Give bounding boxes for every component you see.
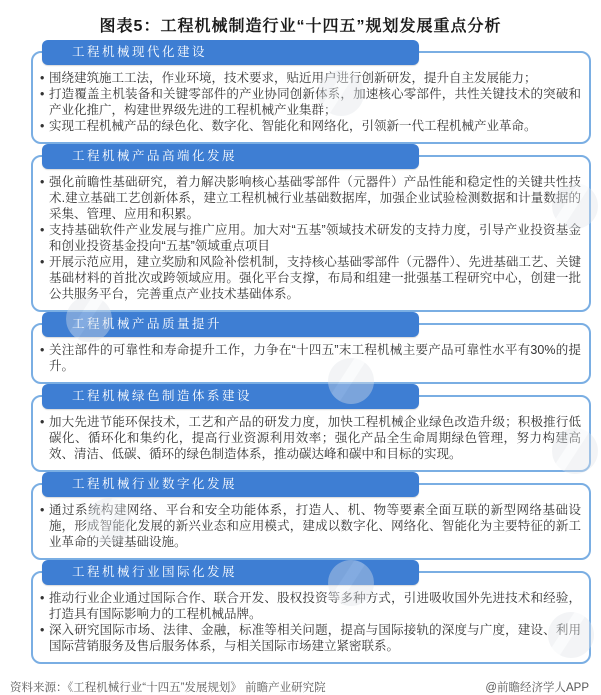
bullet-item: [40, 414, 581, 462]
bullet-item: [40, 70, 581, 86]
bullet-text: 支持基础软件产业发展与推广应用。加大对“五基”领域技术研发的支持力度，引导产业投资基金和创业投资基金投向“五基”领域重点项目: [49, 223, 581, 253]
bullet-marker: •: [40, 175, 45, 189]
section-quality-improvement: [31, 317, 591, 384]
bullet-text: 强化前瞻性基础研究，着力解决影响核心基础零部件（元器件）产品性能和稳定性的关键共性技术.建立基础工艺创新体系，建立工程机械行业基础数据库，加强企业试验检测数据和计量数据的采集、管理、应用和积累。: [49, 175, 581, 221]
section-header-label: 工程机械行业数字化发展: [72, 477, 238, 491]
bullet-item: [40, 622, 581, 654]
bullet-item: [40, 254, 581, 302]
section-header-label: 工程机械产品质量提升: [72, 317, 223, 331]
section-header-label: 工程机械行业国际化发展: [72, 565, 238, 579]
footer: [0, 675, 601, 695]
bullet-item: [40, 222, 581, 254]
sections-container: [0, 45, 601, 664]
footer-source: 资料来源：《工程机械行业“十四五”发展规划》 前瞻产业研究院: [10, 682, 326, 694]
section-header-tab: [42, 384, 419, 409]
section-header-tab: [42, 472, 419, 497]
section-header-tab: [42, 312, 419, 337]
bullet-item: [40, 118, 581, 134]
section-header-label: 工程机械绿色制造体系建设: [72, 389, 253, 403]
section-digitalization: [31, 477, 591, 560]
bullet-marker: •: [40, 343, 45, 357]
section-internationalization: [31, 565, 591, 664]
bullet-marker: •: [40, 119, 45, 133]
section-modernization: [31, 45, 591, 144]
bullet-list: [33, 157, 589, 310]
bullet-marker: •: [40, 591, 45, 605]
bullet-item: [40, 174, 581, 222]
bullet-text: 开展示范应用，建立奖励和风险补偿机制，支持核心基础零部件（元器件）、先进基础工艺、关键基础材料的首批次或跨领域应用。强化平台支撑，布局和组建一批强基工程研究中心，创建一批公共服务平台，完善重点产业技术基础体系。: [49, 255, 581, 301]
bullet-marker: •: [40, 255, 45, 269]
bullet-marker: •: [40, 87, 45, 101]
bullet-text: 推动行业企业通过国际合作、联合开发、股权投资等多种方式，引进吸收国外先进技术和经验，打造具有国际影响力的工程机械品牌。: [49, 591, 581, 621]
bullet-item: [40, 342, 581, 374]
bullet-text: 实现工程机械产品的绿色化、数字化、智能化和网络化，引领新一代工程机械产业革命。: [49, 119, 537, 133]
section-header-tab: [42, 40, 419, 65]
bullet-marker: •: [40, 71, 45, 85]
section-header-tab: [42, 560, 419, 585]
bullet-text: 深入研究国际市场、法律、金融，标准等相关问题，提高与国际接轨的深度与广度，建设、利用国际营销服务及售后服务体系，与相关国际市场建立紧密联系。: [49, 623, 581, 653]
bullet-text: 围绕建筑施工工法，作业环境，技术要求，贴近用户进行创新研发，提升自主发展能力；: [49, 71, 537, 85]
bullet-list: [33, 53, 589, 142]
bullet-text: 关注部件的可靠性和寿命提升工作，力争在“十四五”末工程机械主要产品可靠性水平有30%的提升。: [49, 343, 581, 373]
bullet-marker: •: [40, 623, 45, 637]
section-green-manufacturing: [31, 389, 591, 472]
bullet-marker: •: [40, 503, 45, 517]
section-header-tab: [42, 144, 419, 169]
bullet-item: [40, 502, 581, 550]
page-title: 图表5：工程机械制造行业“十四五”规划发展重点分析: [99, 18, 502, 35]
section-header-label: 工程机械现代化建设: [72, 45, 208, 59]
bullet-text: 加大先进节能环保技术，工艺和产品的研发力度，加快工程机械企业绿色改造升级；积极推行低碳化、循环化和集约化，提高行业资源利用效率；强化产品全生命周期绿色管理，努力构建高效、清洁、低碳、循环的绿色制造体系，推动碳达峰和碳中和目标的实现。: [49, 415, 581, 461]
footer-credit: @前瞻经济学人APP: [485, 682, 589, 694]
section-header-label: 工程机械产品高端化发展: [72, 149, 238, 163]
bullet-item: [40, 590, 581, 622]
bullet-marker: •: [40, 415, 45, 429]
bullet-item: [40, 86, 581, 118]
section-high-end-products: [31, 149, 591, 312]
bullet-list: [33, 573, 589, 662]
bullet-text: 打造覆盖主机装备和关键零部件的产业协同创新体系，加速核心零部件，共性关键技术的突破和产业化推广，构建世界级先进的工程机械产业集群；: [49, 87, 581, 117]
bullet-marker: •: [40, 223, 45, 237]
bullet-text: 通过系统构建网络、平台和安全功能体系，打造人、机、物等要素全面互联的新型网络基础设施，形成智能化发展的新兴业态和应用模式，建成以数字化、网络化、智能化为主要特征的新工业革命的关键基础设施。: [49, 503, 581, 549]
